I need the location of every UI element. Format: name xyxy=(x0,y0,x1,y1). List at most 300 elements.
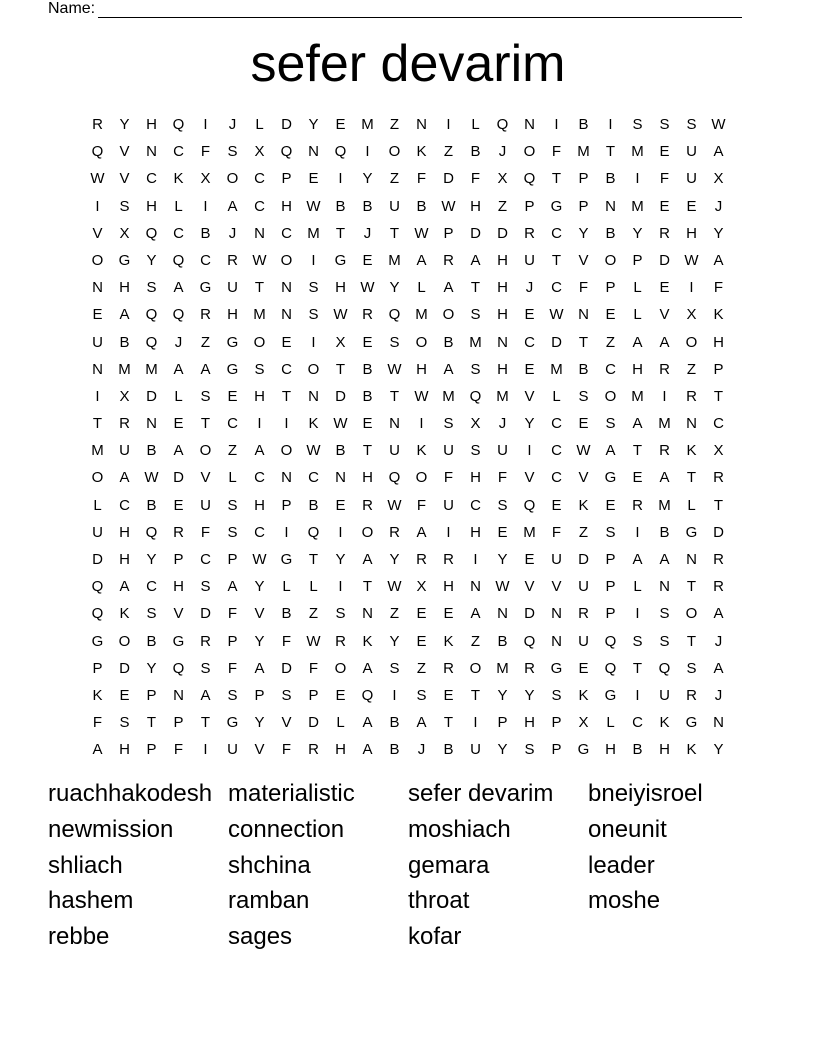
word-bank-item: materialistic xyxy=(228,780,355,807)
grid-cell: I xyxy=(446,116,451,133)
grid-cell: D xyxy=(524,605,535,623)
grid-cell: A xyxy=(632,415,643,433)
grid-cell: N xyxy=(92,279,103,297)
grid-cell: Q xyxy=(172,659,185,677)
grid-cell: K xyxy=(416,442,427,460)
grid-cell: C xyxy=(254,197,265,215)
grid-cell: F xyxy=(416,170,427,188)
grid-cell: C xyxy=(308,469,319,487)
grid-cell: H xyxy=(119,523,130,541)
grid-cell: A xyxy=(362,551,373,568)
word-bank-item: rebbe xyxy=(48,923,110,951)
grid-cell: Y xyxy=(497,551,508,568)
grid-cell: Q xyxy=(145,306,158,324)
grid-cell: R xyxy=(632,496,643,514)
grid-cell: Y xyxy=(713,224,724,242)
grid-cell: Y xyxy=(254,714,265,732)
grid-cell: T xyxy=(578,333,589,351)
word-bank-item: ruachhakodesh xyxy=(48,780,213,807)
grid-cell: K xyxy=(362,632,373,650)
grid-cell: S xyxy=(686,659,697,677)
grid-cell: C xyxy=(173,224,184,242)
grid-cell: I xyxy=(635,170,640,188)
grid-cell: R xyxy=(659,360,670,378)
grid-cell: G xyxy=(226,714,239,732)
grid-cell: A xyxy=(92,741,103,759)
grid-cell: L xyxy=(417,279,426,297)
grid-cell: P xyxy=(146,686,157,704)
word-bank-item: newmission xyxy=(48,815,174,843)
grid-cell: S xyxy=(605,523,616,541)
grid-cell: O xyxy=(226,170,239,188)
grid-cell: Y xyxy=(389,632,400,650)
word-bank-item: moshiach xyxy=(408,815,511,843)
grid-cell: C xyxy=(281,224,292,242)
grid-cell: F xyxy=(281,632,292,650)
grid-cell: C xyxy=(551,224,562,242)
grid-cell: R xyxy=(578,605,589,623)
grid-cell: E xyxy=(416,605,427,623)
grid-cell: W xyxy=(711,116,726,133)
grid-cell: Y xyxy=(389,551,400,568)
grid-cell: S xyxy=(200,387,211,405)
grid-cell: O xyxy=(280,251,293,269)
grid-cell: A xyxy=(605,442,616,460)
grid-cell: Z xyxy=(686,360,697,378)
grid-cell: D xyxy=(470,224,481,242)
grid-cell: B xyxy=(362,197,373,215)
grid-cell: Y xyxy=(119,116,130,133)
grid-cell: H xyxy=(362,469,373,487)
grid-cell: Y xyxy=(335,551,346,568)
grid-cell: T xyxy=(92,415,103,433)
grid-cell: M xyxy=(631,387,644,405)
grid-cell: I xyxy=(338,578,343,596)
grid-cell: R xyxy=(119,415,130,433)
grid-cell: W xyxy=(414,387,429,405)
grid-cell: B xyxy=(335,197,346,215)
grid-cell: Z xyxy=(308,605,319,623)
grid-cell: E xyxy=(659,143,670,161)
grid-cell: S xyxy=(632,632,643,650)
grid-cell: S xyxy=(524,741,535,759)
grid-cell: L xyxy=(552,387,561,405)
grid-cell: C xyxy=(254,469,265,487)
grid-cell: D xyxy=(497,224,508,242)
grid-cell: J xyxy=(525,279,534,297)
grid-cell: N xyxy=(308,387,319,405)
word-bank-item: gemara xyxy=(408,851,490,879)
grid-cell: T xyxy=(686,469,697,487)
grid-cell: N xyxy=(362,605,373,623)
grid-cell: B xyxy=(443,741,454,759)
grid-cell: E xyxy=(551,496,562,514)
grid-cell: H xyxy=(470,197,481,215)
grid-cell: T xyxy=(713,496,724,514)
grid-cell: N xyxy=(416,116,427,133)
grid-cell: K xyxy=(308,415,319,433)
grid-cell: U xyxy=(200,496,211,514)
grid-cell: R xyxy=(443,659,454,677)
grid-cell: A xyxy=(416,714,427,732)
grid-cell: A xyxy=(200,360,211,378)
grid-cell: Y xyxy=(146,251,157,269)
grid-cell: W xyxy=(387,496,402,514)
grid-cell: W xyxy=(144,469,159,487)
grid-cell: S xyxy=(335,605,346,623)
name-label: Name: xyxy=(48,0,96,17)
word-bank-item: shliach xyxy=(48,851,123,879)
grid-cell: P xyxy=(578,197,589,215)
grid-cell: B xyxy=(146,442,157,460)
grid-cell: X xyxy=(713,442,724,460)
grid-cell: I xyxy=(311,333,316,351)
grid-cell: Z xyxy=(227,442,238,460)
grid-cell: T xyxy=(632,659,643,677)
grid-cell: S xyxy=(470,360,481,378)
word-bank-item: hashem xyxy=(48,887,134,915)
grid-cell: G xyxy=(91,632,104,650)
grid-cell: G xyxy=(226,333,239,351)
grid-cell: R xyxy=(335,632,346,650)
grid-cell: A xyxy=(119,306,130,324)
grid-cell: S xyxy=(200,578,211,596)
grid-cell: M xyxy=(361,116,374,133)
grid-cell: E xyxy=(335,496,346,514)
grid-cell: A xyxy=(173,360,184,378)
grid-cell: P xyxy=(146,741,157,759)
grid-cell: M xyxy=(118,360,131,378)
grid-cell: G xyxy=(226,360,239,378)
grid-cell: H xyxy=(497,306,508,324)
grid-cell: P xyxy=(605,551,616,568)
grid-cell: S xyxy=(146,279,157,297)
grid-cell: I xyxy=(95,387,100,405)
grid-cell: Q xyxy=(91,578,104,596)
grid-cell: A xyxy=(659,333,670,351)
grid-cell: F xyxy=(173,741,184,759)
grid-cell: U xyxy=(686,170,697,188)
grid-cell: V xyxy=(551,578,562,596)
grid-cell: G xyxy=(334,251,347,269)
grid-cell: M xyxy=(91,442,104,460)
grid-cell: R xyxy=(362,496,373,514)
grid-cell: C xyxy=(254,523,265,541)
grid-cell: E xyxy=(281,333,292,351)
grid-cell: W xyxy=(333,415,348,433)
grid-cell: H xyxy=(713,333,724,351)
grid-cell: T xyxy=(443,714,454,732)
grid-cell: O xyxy=(253,333,266,351)
grid-cell: L xyxy=(93,496,102,514)
grid-cell: O xyxy=(280,442,293,460)
grid-cell: P xyxy=(227,551,238,568)
grid-cell: C xyxy=(551,415,562,433)
grid-cell: S xyxy=(227,523,238,541)
grid-cell: K xyxy=(713,306,724,324)
grid-cell: W xyxy=(252,251,267,269)
grid-cell: B xyxy=(308,496,319,514)
grid-cell: Q xyxy=(91,143,104,161)
grid-cell: H xyxy=(254,387,265,405)
grid-cell: F xyxy=(416,496,427,514)
grid-cell: H xyxy=(146,116,157,133)
grid-cell: P xyxy=(605,605,616,623)
grid-cell: G xyxy=(685,714,698,732)
grid-cell: W xyxy=(90,170,105,188)
grid-cell: U xyxy=(389,197,400,215)
grid-cell: T xyxy=(605,143,616,161)
grid-cell: S xyxy=(416,686,427,704)
grid-cell: A xyxy=(362,659,373,677)
grid-cell: K xyxy=(173,170,184,188)
grid-cell: Z xyxy=(389,170,400,188)
word-bank-item: kofar xyxy=(408,923,462,951)
grid-cell: B xyxy=(659,523,670,541)
grid-cell: R xyxy=(524,224,535,242)
grid-cell: W xyxy=(333,306,348,324)
grid-cell: H xyxy=(605,741,616,759)
grid-cell: S xyxy=(659,605,670,623)
grid-cell: J xyxy=(498,143,507,161)
grid-cell: R xyxy=(308,741,319,759)
grid-cell: P xyxy=(281,170,292,188)
grid-cell: I xyxy=(95,197,100,215)
grid-cell: Y xyxy=(578,224,589,242)
grid-cell: B xyxy=(470,143,481,161)
grid-cell: A xyxy=(470,251,481,269)
grid-cell: S xyxy=(389,659,400,677)
grid-cell: H xyxy=(470,523,481,541)
grid-cell: A xyxy=(362,714,373,732)
grid-cell: S xyxy=(119,714,130,732)
grid-cell: R xyxy=(389,523,400,541)
grid-cell: B xyxy=(146,632,157,650)
grid-cell: A xyxy=(173,279,184,297)
grid-cell: R xyxy=(686,387,697,405)
grid-cell: B xyxy=(416,197,427,215)
grid-cell: M xyxy=(658,415,671,433)
grid-cell: T xyxy=(470,279,481,297)
grid-cell: K xyxy=(443,632,454,650)
grid-cell: Q xyxy=(604,659,617,677)
grid-cell: M xyxy=(307,224,320,242)
grid-cell: Y xyxy=(497,686,508,704)
grid-cell: C xyxy=(146,170,157,188)
grid-cell: M xyxy=(469,333,482,351)
grid-cell: A xyxy=(713,251,724,269)
grid-cell: H xyxy=(524,714,535,732)
word-bank-item: moshe xyxy=(588,887,661,915)
grid-cell: N xyxy=(254,224,265,242)
grid-cell: D xyxy=(200,605,211,623)
grid-cell: T xyxy=(551,170,562,188)
grid-cell: M xyxy=(496,659,509,677)
grid-cell: V xyxy=(254,605,265,623)
grid-cell: F xyxy=(200,523,211,541)
grid-cell: H xyxy=(470,469,481,487)
grid-cell: N xyxy=(389,415,400,433)
grid-cell: D xyxy=(146,387,157,405)
grid-cell: B xyxy=(605,170,616,188)
grid-cell: J xyxy=(363,224,372,242)
grid-cell: S xyxy=(551,686,562,704)
grid-cell: O xyxy=(118,632,131,650)
grid-cell: V xyxy=(119,170,130,188)
grid-cell: Y xyxy=(524,415,535,433)
grid-cell: T xyxy=(362,442,373,460)
grid-cell: F xyxy=(281,741,292,759)
grid-cell: G xyxy=(604,469,617,487)
grid-cell: C xyxy=(146,578,157,596)
grid-cell: A xyxy=(227,197,238,215)
grid-cell: N xyxy=(173,686,184,704)
grid-cell: V xyxy=(524,469,535,487)
grid-cell: C xyxy=(632,714,643,732)
grid-cell: S xyxy=(254,360,265,378)
grid-cell: Q xyxy=(307,523,320,541)
grid-cell: N xyxy=(524,116,535,133)
grid-cell: B xyxy=(578,116,589,133)
grid-cell: T xyxy=(335,224,346,242)
grid-cell: W xyxy=(360,279,375,297)
word-bank xyxy=(48,776,768,955)
word-bank-item: connection xyxy=(228,815,345,843)
grid-cell: F xyxy=(551,143,562,161)
grid-cell: D xyxy=(443,170,454,188)
grid-cell: A xyxy=(443,360,454,378)
grid-cell: N xyxy=(713,714,724,732)
grid-cell: V xyxy=(524,578,535,596)
grid-cell: X xyxy=(119,224,130,242)
grid-cell: K xyxy=(659,714,670,732)
grid-cell: C xyxy=(173,143,184,161)
grid-cell: U xyxy=(578,632,589,650)
grid-cell: Q xyxy=(658,659,671,677)
word-bank-item: sefer devarim xyxy=(408,780,554,807)
grid-cell: O xyxy=(91,251,104,269)
grid-cell: N xyxy=(146,143,157,161)
grid-cell: O xyxy=(415,333,428,351)
grid-cell: D xyxy=(335,387,346,405)
grid-cell: C xyxy=(524,333,535,351)
grid-cell: U xyxy=(524,251,535,269)
grid-cell: H xyxy=(281,197,292,215)
grid-cell: M xyxy=(442,387,455,405)
grid-cell: C xyxy=(227,415,238,433)
grid-cell: J xyxy=(228,116,237,133)
grid-cell: L xyxy=(606,714,615,732)
grid-cell: L xyxy=(336,714,345,732)
grid-cell: P xyxy=(605,279,616,297)
grid-cell: W xyxy=(576,442,591,460)
grid-cell: U xyxy=(578,578,589,596)
grid-cell: R xyxy=(713,551,724,568)
grid-cell: E xyxy=(578,659,589,677)
grid-cell: X xyxy=(200,170,211,188)
grid-cell: E xyxy=(443,686,454,704)
grid-cell: Z xyxy=(389,605,400,623)
grid-cell: H xyxy=(254,496,265,514)
grid-cell: Z xyxy=(470,632,481,650)
grid-cell: F xyxy=(92,714,103,732)
grid-cell: V xyxy=(578,469,589,487)
grid-cell: Q xyxy=(334,143,347,161)
grid-cell: P xyxy=(173,714,184,732)
grid-cell: O xyxy=(199,442,212,460)
grid-cell: H xyxy=(686,224,697,242)
grid-cell: E xyxy=(416,632,427,650)
grid-cell: D xyxy=(281,116,292,133)
grid-cell: S xyxy=(227,496,238,514)
grid-cell: T xyxy=(632,442,643,460)
grid-cell: J xyxy=(714,686,723,704)
grid-cell: E xyxy=(524,306,535,324)
grid-cell: G xyxy=(685,523,698,541)
grid-cell: S xyxy=(686,116,697,133)
grid-cell: W xyxy=(306,197,321,215)
grid-cell: T xyxy=(335,360,346,378)
grid-cell: E xyxy=(173,415,184,433)
grid-cell: C xyxy=(281,360,292,378)
grid-cell: T xyxy=(686,632,697,650)
grid-cell: E xyxy=(443,605,454,623)
grid-cell: I xyxy=(527,442,532,460)
grid-cell: R xyxy=(443,551,454,568)
grid-cell: Q xyxy=(145,224,158,242)
grid-cell: D xyxy=(578,551,589,568)
grid-cell: N xyxy=(335,469,346,487)
grid-cell: L xyxy=(687,496,696,514)
grid-cell: L xyxy=(255,116,264,133)
grid-cell: I xyxy=(203,741,208,759)
grid-cell: G xyxy=(172,632,185,650)
grid-cell: B xyxy=(362,387,373,405)
grid-cell: Y xyxy=(497,741,508,759)
grid-cell: I xyxy=(419,415,424,433)
grid-cell: S xyxy=(659,632,670,650)
grid-cell: S xyxy=(632,116,643,133)
grid-cell: H xyxy=(335,741,346,759)
grid-cell: V xyxy=(281,714,292,732)
grid-cell: B xyxy=(389,714,400,732)
grid-cell: H xyxy=(119,551,130,568)
grid-cell: F xyxy=(200,143,211,161)
grid-cell: W xyxy=(387,578,402,596)
grid-cell: Q xyxy=(172,116,185,133)
grid-cell: P xyxy=(254,686,265,704)
grid-cell: S xyxy=(659,116,670,133)
grid-cell: P xyxy=(443,224,454,242)
grid-cell: C xyxy=(605,360,616,378)
grid-cell: W xyxy=(306,632,321,650)
word-bank-item: shchina xyxy=(228,851,311,879)
grid-cell: D xyxy=(281,659,292,677)
grid-cell: Q xyxy=(469,387,482,405)
grid-cell: P xyxy=(578,170,589,188)
grid-cell: R xyxy=(92,116,103,133)
grid-cell: Q xyxy=(523,170,536,188)
grid-cell: P xyxy=(281,496,292,514)
grid-cell: E xyxy=(632,469,643,487)
grid-cell: G xyxy=(199,279,212,297)
grid-cell: O xyxy=(469,659,482,677)
grid-cell: Y xyxy=(254,578,265,596)
grid-cell: N xyxy=(551,632,562,650)
grid-cell: I xyxy=(608,116,613,133)
grid-cell: O xyxy=(415,469,428,487)
grid-cell: P xyxy=(524,197,535,215)
